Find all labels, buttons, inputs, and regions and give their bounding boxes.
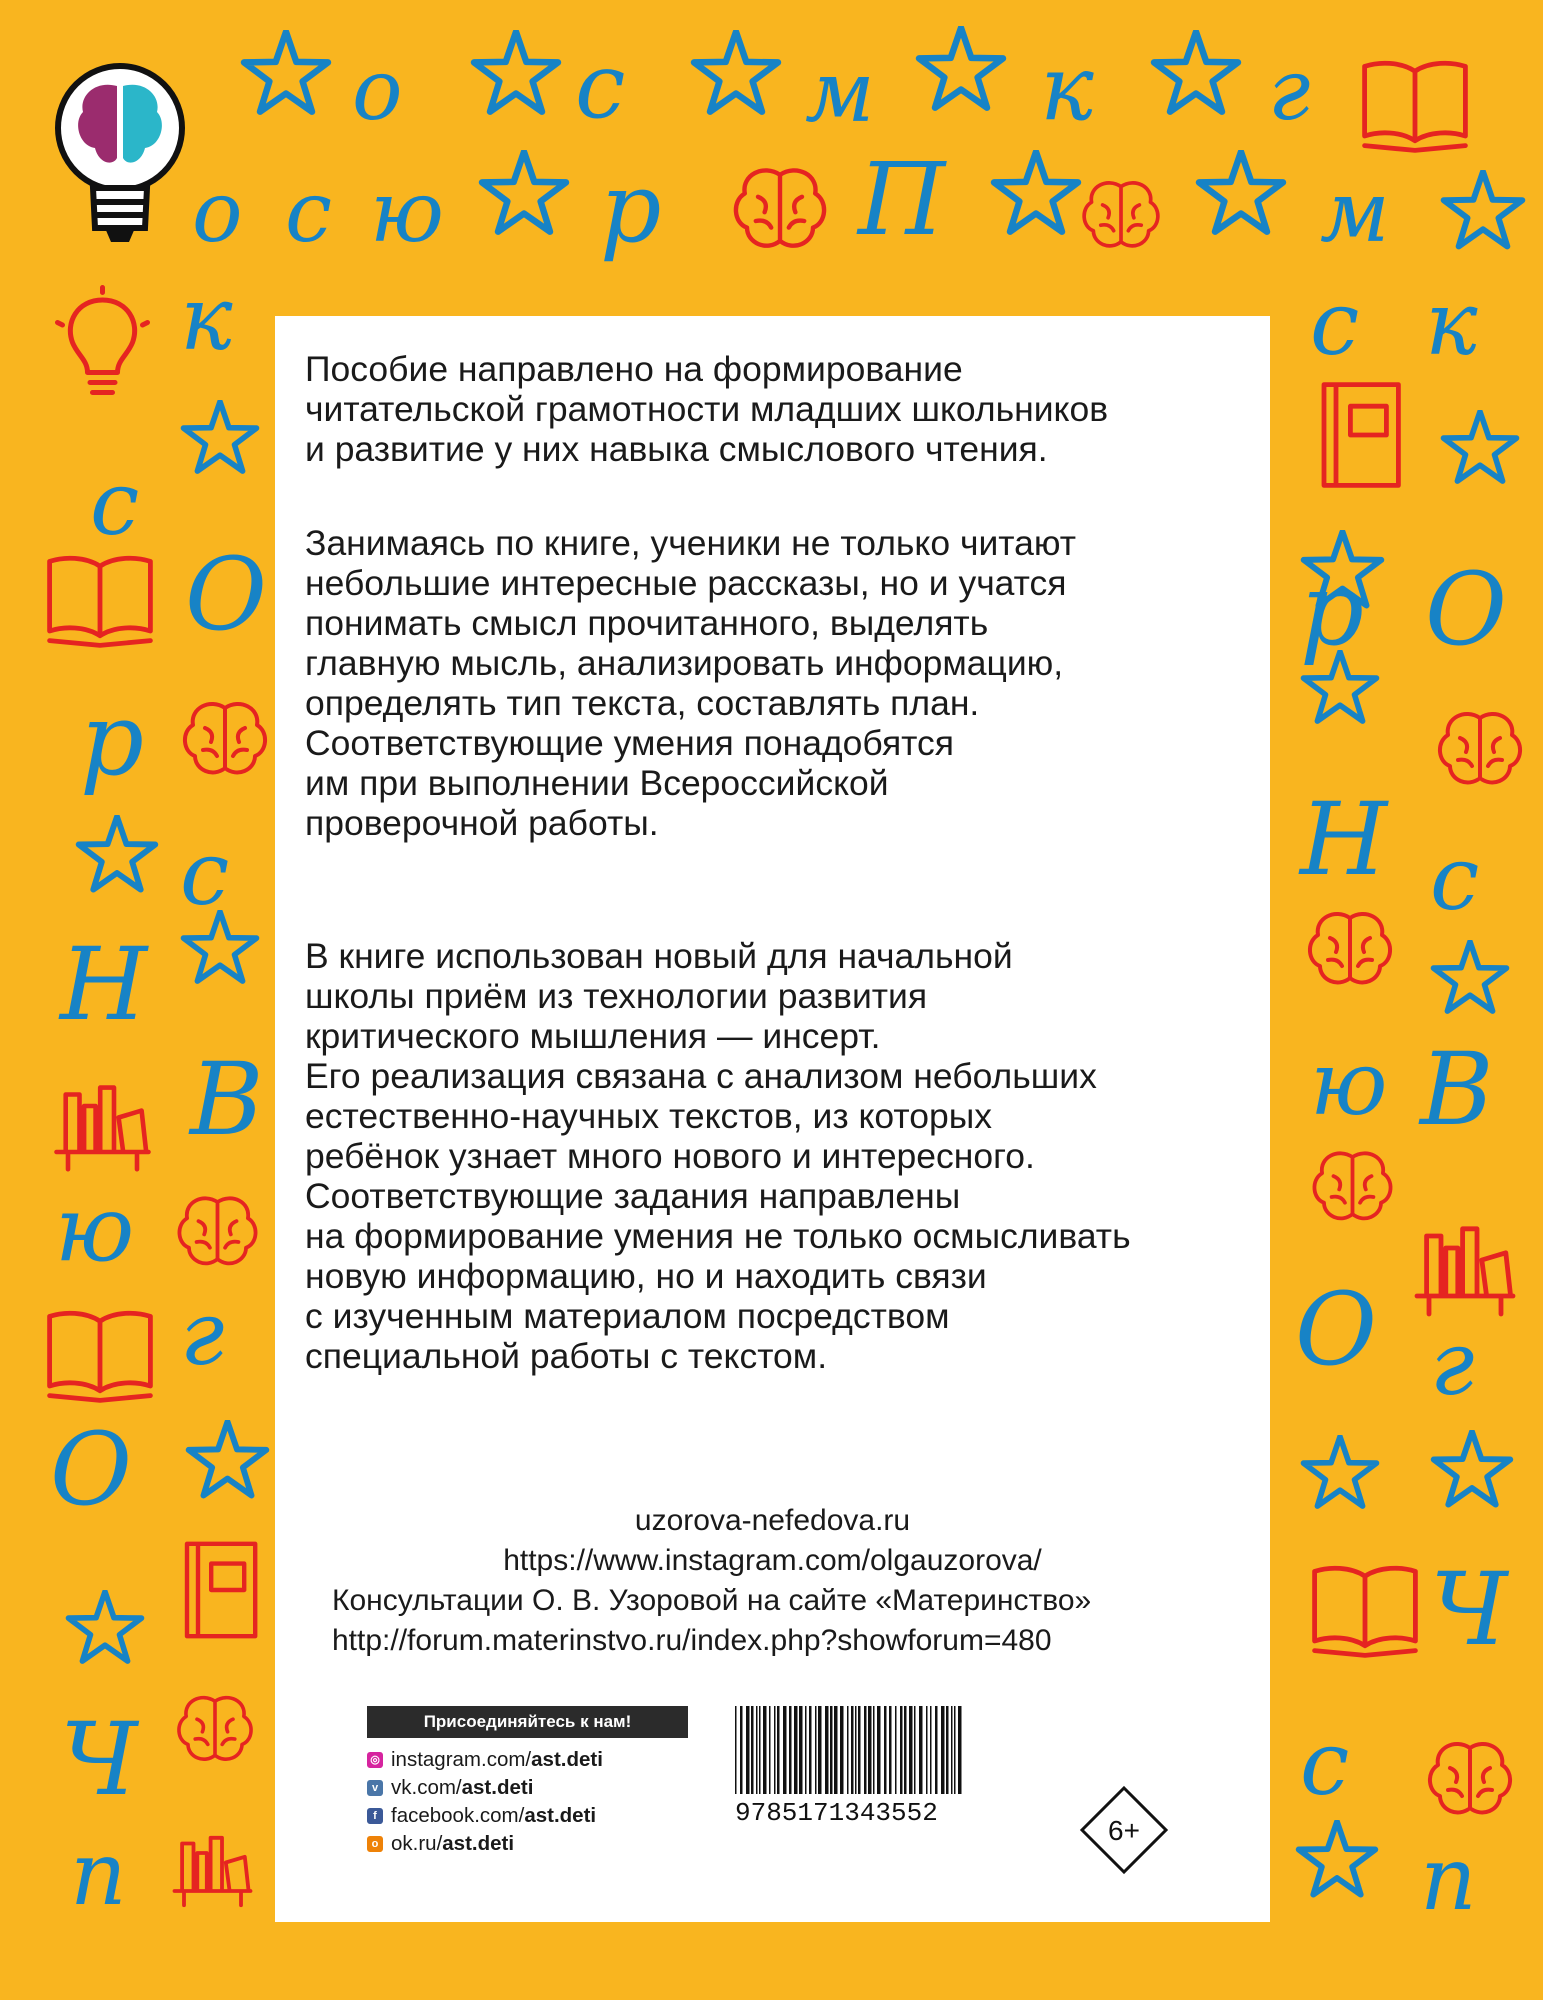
brain-lightning-icon bbox=[1305, 1140, 1400, 1240]
decorative-letter: к bbox=[180, 267, 233, 370]
text-line: и развитие у них навыка смыслового чтения. bbox=[305, 429, 1048, 469]
text-line: читательской грамотности младших школьников bbox=[305, 389, 1109, 429]
barcode-bar bbox=[834, 1706, 838, 1794]
barcode-bar bbox=[926, 1706, 928, 1794]
decorative-letter: О bbox=[1425, 551, 1507, 668]
open-book-icon bbox=[40, 535, 160, 660]
decorative-letter: г bbox=[1268, 41, 1311, 139]
text-line: В книге использован новый для начальной bbox=[305, 936, 1013, 976]
social-item-instagram[interactable] bbox=[367, 1746, 603, 1774]
age-rating-text: 6+ bbox=[1108, 1815, 1140, 1846]
star-icon bbox=[470, 30, 562, 127]
text-line: Соответствующие задания направлены bbox=[305, 1176, 961, 1216]
barcode-bar bbox=[914, 1706, 916, 1794]
barcode-bar bbox=[789, 1706, 792, 1794]
barcode-bar bbox=[951, 1706, 953, 1794]
star-icon bbox=[180, 910, 260, 995]
barcode-bar bbox=[777, 1706, 780, 1794]
barcode-bar bbox=[809, 1706, 812, 1794]
books-shelf-icon bbox=[45, 1060, 160, 1180]
barcode bbox=[733, 1706, 1005, 1824]
barcode-bar bbox=[941, 1706, 945, 1794]
instagram-icon: ◎ bbox=[367, 1752, 383, 1768]
star-icon bbox=[185, 1420, 270, 1510]
decorative-letter: ю bbox=[370, 163, 444, 261]
notebook-icon bbox=[1300, 375, 1420, 500]
decorative-letter: г bbox=[1430, 1312, 1475, 1415]
decorative-letter: с bbox=[575, 34, 626, 139]
barcode-bar bbox=[799, 1706, 803, 1794]
paragraph-insert bbox=[305, 936, 1250, 1376]
social-prefix: ok.ru/ bbox=[391, 1832, 443, 1855]
decorative-letter: Ч bbox=[60, 1701, 138, 1818]
text-line: с изученным материалом посредством bbox=[305, 1296, 950, 1336]
barcode-bar bbox=[740, 1706, 743, 1794]
lightbulb-brain-icon bbox=[170, 1685, 260, 1780]
social-prefix: instagram.com/ bbox=[391, 1748, 532, 1771]
social-handle: ast.deti bbox=[442, 1832, 515, 1855]
age-rating-badge bbox=[1078, 1784, 1170, 1876]
social-item-ok[interactable] bbox=[367, 1830, 603, 1858]
decorative-letter: о bbox=[352, 41, 403, 139]
books-on-stool-icon bbox=[165, 1815, 260, 1915]
lightbulb-book-icon bbox=[40, 285, 165, 415]
text-line: Занимаясь по книге, ученики не только читают bbox=[305, 523, 1076, 563]
social-list bbox=[367, 1746, 603, 1858]
barcode-bar bbox=[735, 1706, 737, 1794]
barcode-bar bbox=[877, 1706, 881, 1794]
barcode-bar bbox=[756, 1706, 758, 1794]
decorative-letter: Н bbox=[60, 926, 148, 1043]
barcode-bar bbox=[884, 1706, 887, 1794]
brain-icon bbox=[725, 155, 835, 270]
barcode-bar bbox=[855, 1706, 857, 1794]
decorative-letter: О bbox=[1295, 1271, 1377, 1388]
brain-search-icon bbox=[1430, 700, 1530, 805]
isbn-number: 9785171343552 bbox=[735, 1798, 938, 1824]
star-icon bbox=[1300, 1435, 1380, 1520]
decorative-letter: м bbox=[805, 43, 875, 141]
open-book-icon bbox=[1355, 40, 1475, 165]
links-block bbox=[275, 1501, 1270, 1661]
facebook-icon: f bbox=[367, 1808, 383, 1824]
decorative-letter: О bbox=[50, 1411, 132, 1528]
social-handle: ast.deti bbox=[524, 1804, 597, 1827]
barcode-bar bbox=[805, 1706, 807, 1794]
barcode-bar bbox=[818, 1706, 822, 1794]
decorative-letter: с bbox=[1430, 827, 1480, 930]
site-link[interactable]: uzorova-nefedova.ru bbox=[634, 1504, 911, 1537]
barcode-bar bbox=[774, 1706, 776, 1794]
instagram-link[interactable]: https://www.instagram.com/olgauzorova/ bbox=[503, 1544, 1042, 1577]
consult-text: Консультации О. В. Узоровой на сайте «Материнство» bbox=[332, 1584, 1092, 1617]
decorative-letter: р bbox=[1300, 551, 1365, 668]
star-icon bbox=[990, 150, 1082, 247]
decorative-letter: Ч bbox=[1430, 1551, 1508, 1668]
odnoklassniki-icon: o bbox=[367, 1836, 383, 1852]
barcode-bar bbox=[851, 1706, 854, 1794]
decorative-letter: г bbox=[180, 1282, 225, 1385]
social-item-vk[interactable] bbox=[367, 1774, 603, 1802]
star-icon bbox=[75, 815, 159, 904]
text-line: на формирование умения не только осмысливать bbox=[305, 1216, 1131, 1256]
star-icon bbox=[690, 30, 782, 127]
barcode-bar bbox=[751, 1706, 754, 1794]
barcode-bar bbox=[746, 1706, 750, 1794]
barcode-bar bbox=[858, 1706, 861, 1794]
barcode-bar bbox=[895, 1706, 897, 1794]
text-line: критического мышления — инсерт. bbox=[305, 1016, 881, 1056]
social-item-facebook[interactable] bbox=[367, 1802, 603, 1830]
join-us-banner: Присоединяйтесь к нам! bbox=[367, 1706, 688, 1738]
barcode-bar bbox=[868, 1706, 872, 1794]
brain-diamond-icon bbox=[170, 1185, 265, 1285]
barcode-bar bbox=[889, 1706, 892, 1794]
lightbulb-logo-icon bbox=[55, 60, 185, 255]
decorative-letter: ю bbox=[55, 1177, 135, 1282]
star-icon bbox=[1440, 410, 1520, 495]
barcode-bar bbox=[794, 1706, 798, 1794]
barcode-bar bbox=[759, 1706, 761, 1794]
social-prefix: facebook.com/ bbox=[391, 1804, 525, 1827]
barcode-bar bbox=[919, 1706, 923, 1794]
brain-text-icon bbox=[1420, 1730, 1520, 1835]
barcode-bar bbox=[904, 1706, 907, 1794]
text-line: специальной работы с текстом. bbox=[305, 1336, 828, 1376]
text-line: небольшие интересные рассказы, но и учатся bbox=[305, 563, 1067, 603]
star-icon bbox=[478, 150, 570, 247]
decorative-letter: к bbox=[1425, 272, 1478, 375]
circuit-brain-icon bbox=[1075, 170, 1167, 267]
star-icon bbox=[1300, 650, 1380, 735]
brain-icon bbox=[175, 690, 275, 795]
barcode-bar bbox=[847, 1706, 849, 1794]
barcode-bar bbox=[815, 1706, 817, 1794]
social-handle: ast.deti bbox=[531, 1748, 603, 1771]
decorative-letter: р bbox=[600, 152, 662, 264]
barcode-bar bbox=[840, 1706, 844, 1794]
text-line: главную мысль, анализировать информацию, bbox=[305, 643, 1064, 683]
text-line: Его реализация связана с анализом небольших bbox=[305, 1056, 1097, 1096]
brain-network-icon bbox=[1300, 900, 1400, 1005]
paragraph-benefits bbox=[305, 523, 1250, 843]
barcode-bar bbox=[825, 1706, 829, 1794]
text-line: проверочной работы. bbox=[305, 803, 659, 843]
decorative-letter: м bbox=[1320, 163, 1390, 261]
star-icon bbox=[65, 1590, 145, 1675]
barcode-bar bbox=[935, 1706, 938, 1794]
decorative-letter: О bbox=[185, 536, 267, 653]
star-icon bbox=[1150, 30, 1242, 127]
decorative-letter: с bbox=[1300, 1712, 1350, 1815]
social-handle: ast.deti bbox=[461, 1776, 534, 1799]
decorative-letter: к bbox=[1040, 36, 1094, 141]
decorative-letter: Н bbox=[1300, 781, 1388, 898]
text-line: естественно-научных текстов, из которых bbox=[305, 1096, 992, 1136]
barcode-bar bbox=[864, 1706, 867, 1794]
text-line: им при выполнении Всероссийской bbox=[305, 763, 889, 803]
star-icon bbox=[1195, 150, 1287, 247]
star-icon bbox=[1430, 1430, 1514, 1519]
star-icon bbox=[1430, 940, 1510, 1025]
books-stack-icon bbox=[1405, 1200, 1525, 1325]
barcode-bar bbox=[769, 1706, 771, 1794]
decorative-letter: р bbox=[80, 681, 145, 798]
decorative-letter: с bbox=[90, 452, 140, 555]
text-line: Соответствующие умения понадобятся bbox=[305, 723, 955, 763]
text-line: Пособие направлено на формирование bbox=[305, 349, 963, 389]
star-icon bbox=[1440, 170, 1526, 261]
decorative-letter: п bbox=[1420, 1827, 1477, 1930]
open-book-icon bbox=[40, 1290, 160, 1415]
barcode-bar bbox=[930, 1706, 932, 1794]
decorative-letter: В bbox=[190, 1041, 264, 1158]
barcode-bar bbox=[763, 1706, 767, 1794]
barcode-bar bbox=[954, 1706, 956, 1794]
text-line: школы приём из технологии развития bbox=[305, 976, 928, 1016]
barcode-bar bbox=[830, 1706, 833, 1794]
content-panel bbox=[275, 316, 1270, 1922]
star-icon bbox=[240, 30, 332, 127]
text-line: понимать смысл прочитанного, выделять bbox=[305, 603, 989, 643]
social-prefix: vk.com/ bbox=[391, 1776, 462, 1799]
decorative-letter: с bbox=[1310, 272, 1360, 375]
text-line: новую информацию, но и находить связи bbox=[305, 1256, 987, 1296]
star-icon bbox=[180, 400, 260, 485]
decorative-letter: о bbox=[192, 163, 243, 261]
open-book-icon bbox=[1305, 1545, 1425, 1670]
star-icon bbox=[915, 26, 1007, 123]
decorative-letter: с bbox=[180, 822, 230, 925]
barcode-bar bbox=[946, 1706, 949, 1794]
decorative-letter: п bbox=[70, 1822, 127, 1925]
barcode-bar bbox=[873, 1706, 875, 1794]
decorative-letter: с bbox=[285, 163, 333, 261]
star-icon bbox=[1295, 1820, 1379, 1909]
forum-link[interactable]: http://forum.materinstvo.ru/index.php?showforum=480 bbox=[332, 1624, 1052, 1657]
barcode-bar bbox=[900, 1706, 903, 1794]
barcode-bar bbox=[783, 1706, 787, 1794]
paragraph-intro bbox=[305, 349, 1250, 469]
barcode-bar bbox=[958, 1706, 962, 1794]
decorative-letter: П bbox=[858, 141, 946, 258]
decorative-letter: ю bbox=[1310, 1032, 1388, 1135]
vk-icon: v bbox=[367, 1780, 383, 1796]
decorative-letter: В bbox=[1420, 1031, 1494, 1148]
text-line: ребёнок узнает много нового и интересного. bbox=[305, 1136, 1035, 1176]
barcode-bar bbox=[909, 1706, 913, 1794]
text-line: определять тип текста, составлять план. bbox=[305, 683, 980, 723]
closed-book-icon bbox=[165, 1535, 275, 1650]
